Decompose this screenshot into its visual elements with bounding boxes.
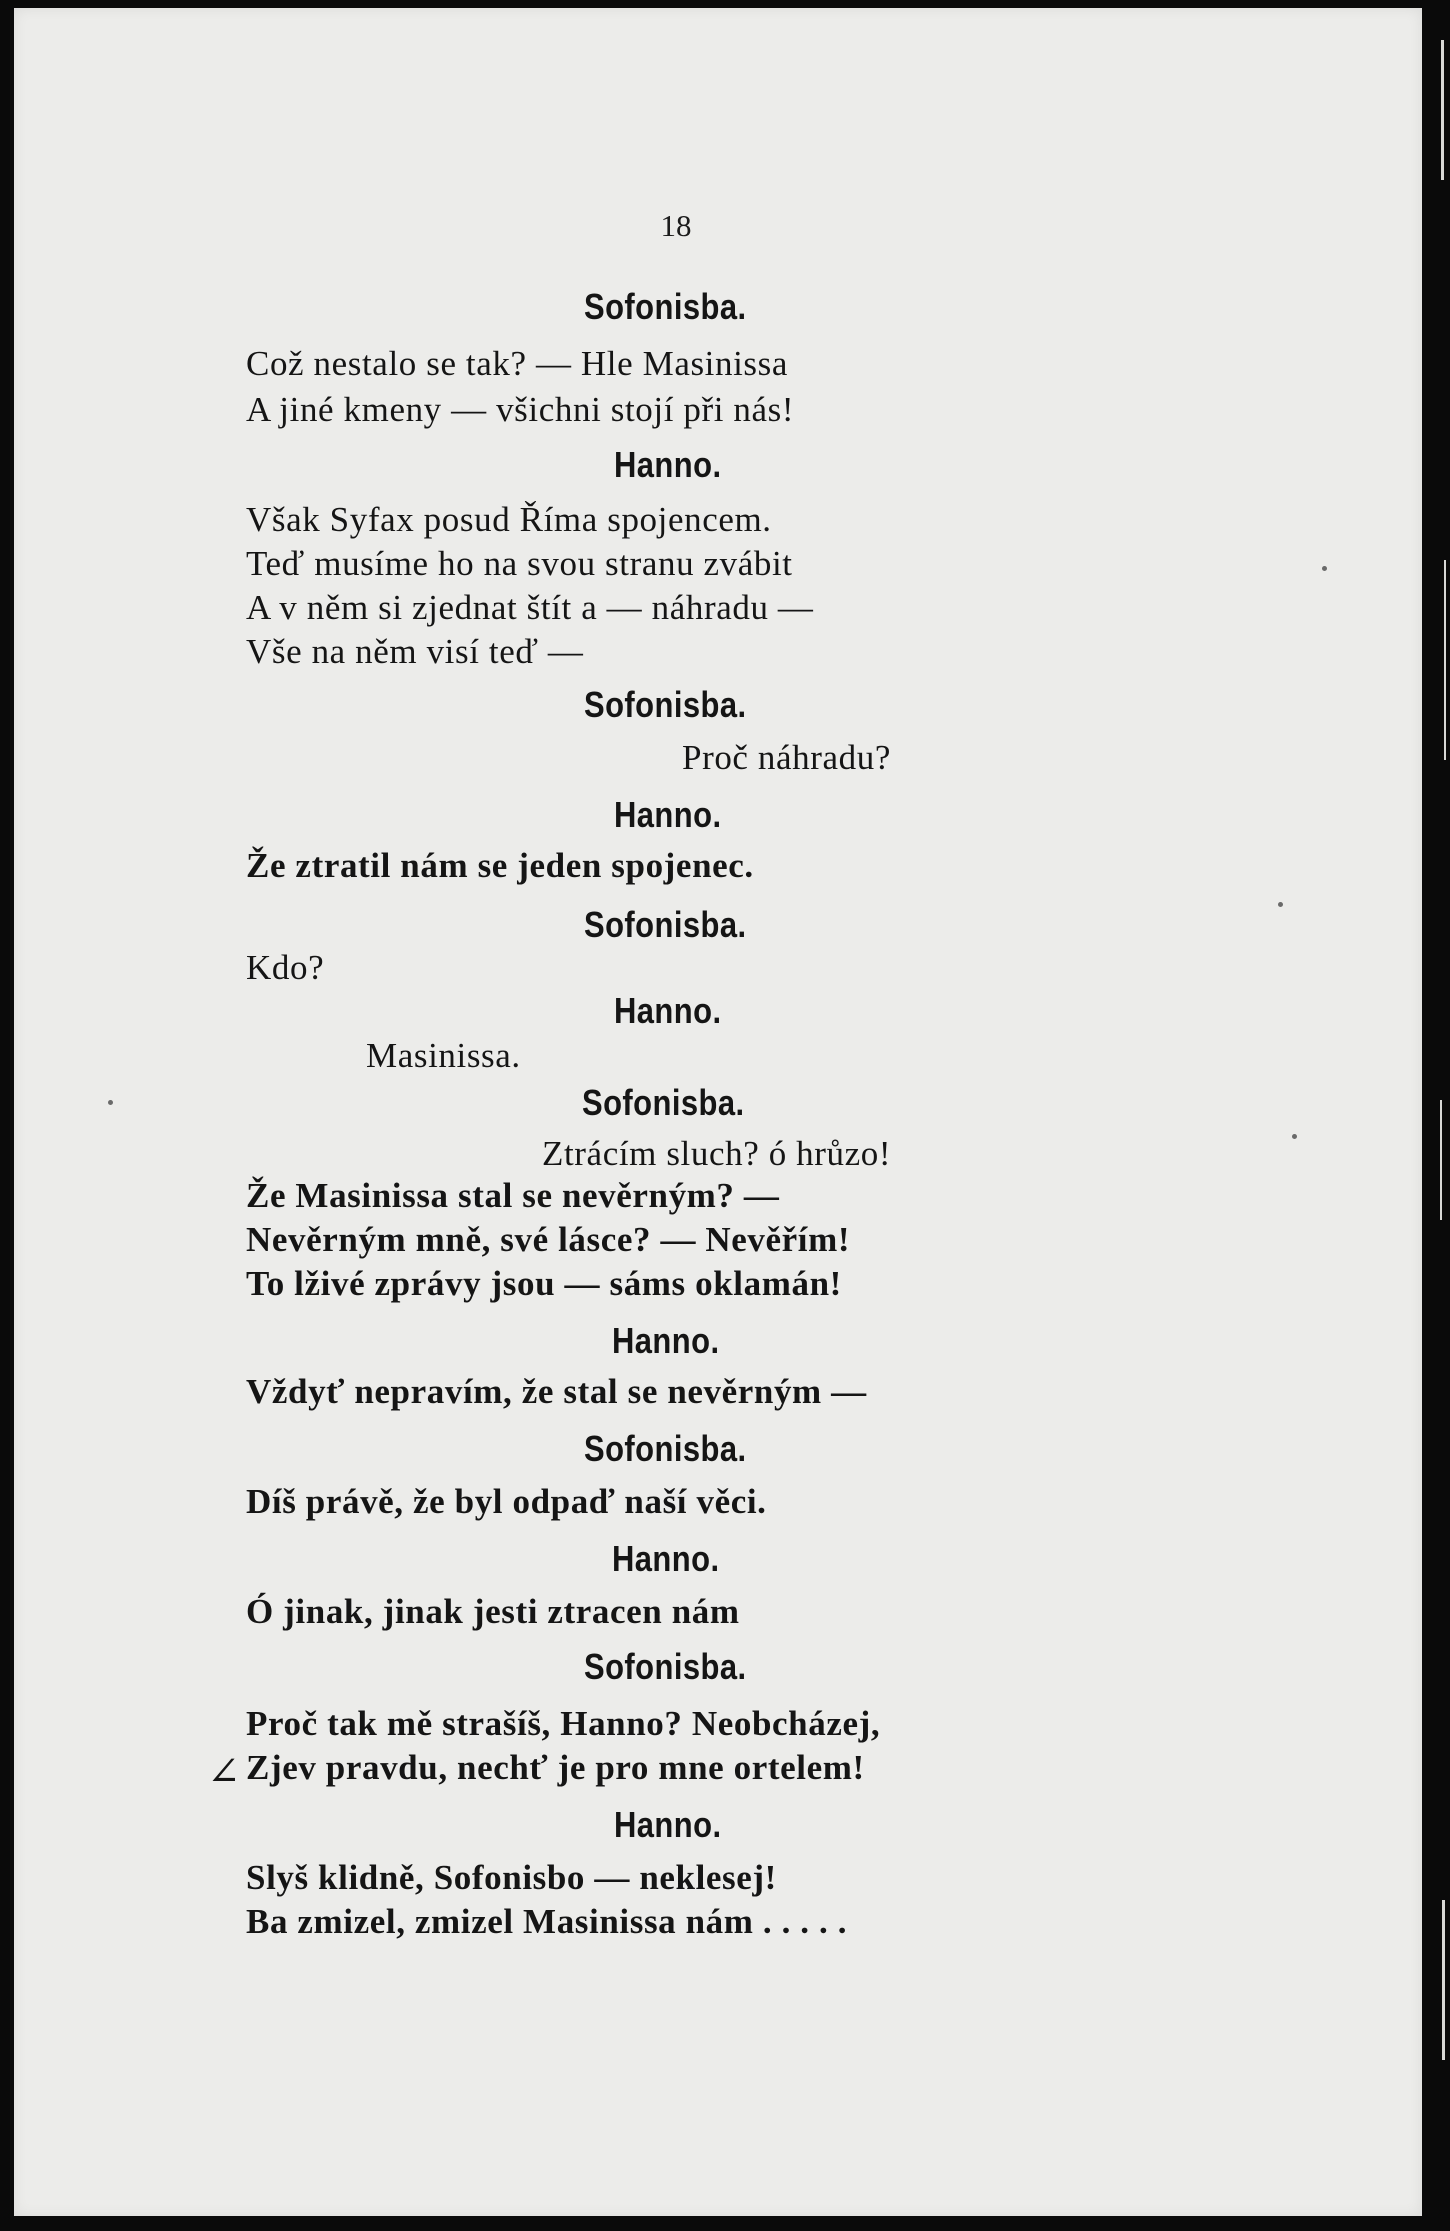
page-edge-fleck	[1441, 40, 1444, 180]
speaker-label: Sofonisba.	[584, 286, 747, 327]
verse-line: Vše na něm visí teď —	[246, 632, 584, 671]
speaker-label: Sofonisba.	[584, 1428, 747, 1469]
verse-line: Vždyť nepravím, že stal se nevěrným —	[246, 1372, 867, 1411]
page-edge-fleck	[1440, 1100, 1442, 1220]
speaker-label: Hanno.	[614, 444, 722, 485]
verse-line: Ztrácím sluch? ó hrůzo!	[542, 1134, 892, 1173]
page-edge-fleck	[1444, 560, 1446, 760]
verse-line: Proč tak mě strašíš, Hanno? Neobcházej,	[246, 1704, 881, 1743]
page-edge-fleck	[1442, 1900, 1445, 2060]
verse-line: Zjev pravdu, nechť je pro mne ortelem!	[246, 1748, 865, 1787]
verse-line: Že Masinissa stal se nevěrným? —	[246, 1176, 780, 1215]
verse-line: Však Syfax posud Říma spojencem.	[246, 500, 772, 539]
verse-line: Proč náhradu?	[682, 738, 891, 777]
speaker-label: Hanno.	[612, 1538, 720, 1579]
page-number: 18	[660, 208, 692, 243]
speaker-label: Sofonisba.	[584, 904, 747, 945]
verse-line: Masinissa.	[366, 1036, 521, 1075]
verse-line: Díš právě, že byl odpaď naší věci.	[246, 1482, 767, 1521]
verse-line: Že ztratil nám se jeden spojenec.	[246, 846, 754, 885]
speaker-label: Hanno.	[612, 1320, 720, 1361]
speaker-label: Sofonisba.	[584, 684, 747, 725]
paper-speck	[1292, 1134, 1297, 1139]
paper-speck	[108, 1100, 113, 1105]
speaker-label: Hanno.	[614, 990, 722, 1031]
scan-border	[1422, 0, 1450, 2231]
speaker-label: Hanno.	[614, 1804, 722, 1845]
verse-line: To lživé zprávy jsou — sáms oklamán!	[246, 1264, 842, 1303]
verse-line: Kdo?	[246, 948, 325, 987]
verse-line: Ba zmizel, zmizel Masinissa nám . . . . .	[246, 1902, 848, 1941]
verse-line: A jiné kmeny — všichni stojí při nás!	[246, 390, 795, 429]
paper-speck	[1278, 902, 1283, 907]
verse-line: Ó jinak, jinak jesti ztracen nám	[246, 1592, 740, 1631]
verse-line: A v něm si zjednat štít a — náhradu —	[246, 588, 814, 627]
verse-line: Teď musíme ho na svou stranu zvábit	[246, 544, 793, 583]
margin-mark: ∠	[207, 1749, 241, 1794]
verse-line: Což nestalo se tak? — Hle Masinissa	[246, 344, 789, 383]
speaker-label: Sofonisba.	[584, 1646, 747, 1687]
paper-speck	[1322, 566, 1327, 571]
verse-line: Slyš klidně, Sofonisbo — neklesej!	[246, 1858, 777, 1897]
speaker-label: Hanno.	[614, 794, 722, 835]
speaker-label: Sofonisba.	[582, 1082, 745, 1123]
verse-line: Nevěrným mně, své lásce? — Nevěřím!	[246, 1220, 851, 1259]
